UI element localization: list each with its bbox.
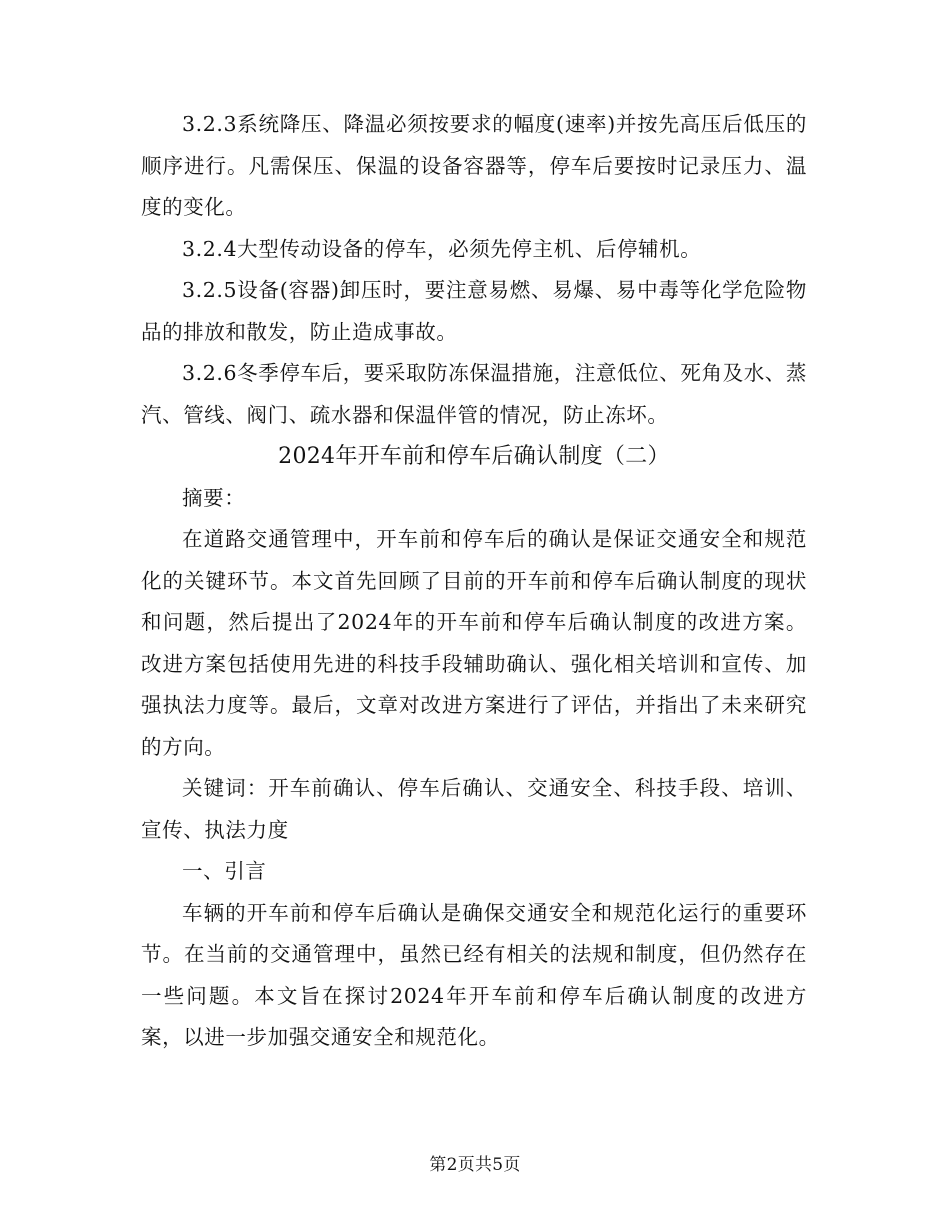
- keywords: 关键词：开车前确认、停车后确认、交通安全、科技手段、培训、宣传、执法力度: [141, 776, 807, 842]
- page-footer: 第2页共5页: [429, 1155, 521, 1175]
- abstract-label: 摘要：: [182, 485, 246, 510]
- paragraph-3-2-4: 3.2.4大型传动设备的停车，必须先停主机、后停辅机。: [182, 236, 702, 261]
- abstract-text: 在道路交通管理中，开车前和停车后的确认是保证交通安全和规范化的关键环节。本文首先回顾了目前的开车前和停车后确认制度的现状和问题，然后提出了2024年的开车前和停车后确认制度的改进方案。改进方案包括使用先进的科技手段辅助确认、强化相关培训和宣传、加强执法力度等。最后，文章对改进方案进行了评估，并指出了未来研究的方向。: [141, 527, 807, 759]
- section-title: 2024年开车前和停车后确认制度（二）: [278, 444, 670, 469]
- intro-heading: 一、引言: [182, 859, 267, 883]
- paragraph-3-2-5: 3.2.5设备(容器)卸压时，要注意易燃、易爆、易中毒等化学危险物品的排放和散发，防止造成事故。: [141, 278, 807, 344]
- paragraph-3-2-3: 3.2.3系统降压、降温必须按要求的幅度(速率)并按先高压后低压的顺序进行。凡需保压、保温的设备容器等，停车后要按时记录压力、温度的变化。: [141, 112, 807, 219]
- document-body: [141, 104, 807, 1059]
- intro-text: 车辆的开车前和停车后确认是确保交通安全和规范化运行的重要环节。在当前的交通管理中，虽然已经有相关的法规和制度，但仍然存在一些问题。本文旨在探讨2024年开车前和停车后确认制度的改进方案，以进一步加强交通安全和规范化。: [141, 900, 807, 1049]
- paragraph-3-2-6: 3.2.6冬季停车后，要采取防冻保温措施，注意低位、死角及水、蒸汽、管线、阀门、疏水器和保温伴管的情况，防止冻坏。: [141, 361, 807, 427]
